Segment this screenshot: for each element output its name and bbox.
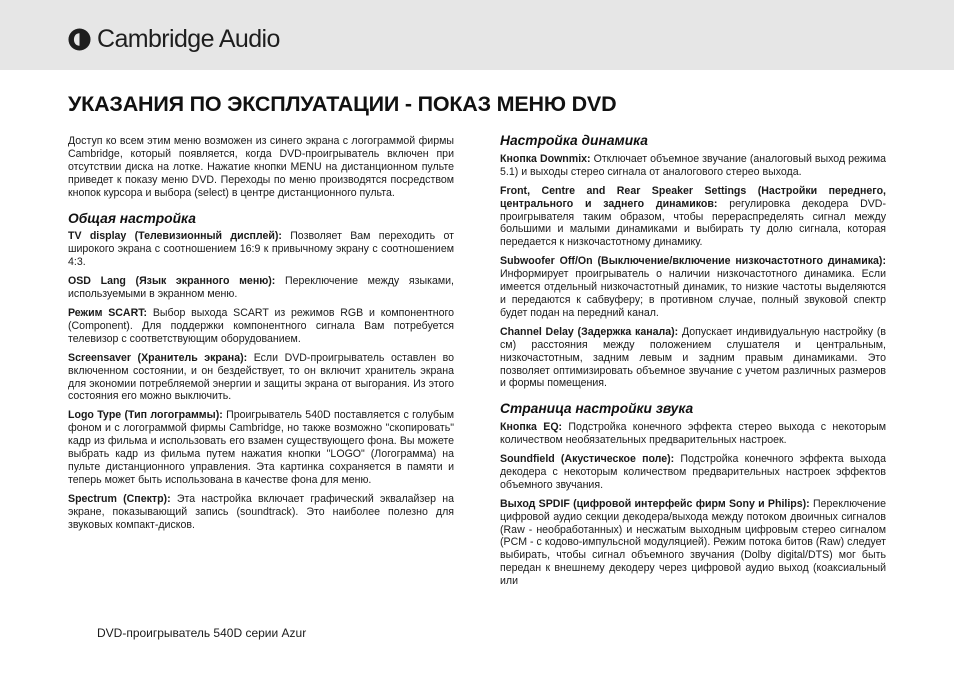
setting-term: Кнопка EQ: xyxy=(500,421,563,434)
setting-description: регулировка декодера DVD-проигрывателя таким образом, чтобы перераспределять сигнал между большими и малыми динамиками и выбирать ту долю сигнала, которая передается к низкочастотному динамику. xyxy=(500,197,886,249)
setting-description: Переключение между языками, используемыми в экранном меню. xyxy=(68,275,454,301)
setting-item xyxy=(500,185,886,250)
setting-item xyxy=(68,493,454,532)
setting-description: Допускает индивидуальную настройку (в см) расстояния между положением слушателя и центральным, низкочастотным, задним левым и задним правым динамиками. Это позволяет оптимизировать объемное звучание с учетом различных размеров и формы помещения. xyxy=(500,325,886,390)
setting-item xyxy=(500,153,886,179)
setting-item xyxy=(68,230,454,269)
cambridge-audio-logo-icon xyxy=(68,28,91,51)
setting-description: Проигрыватель 540D поставляется с голубым фоном и с логограммой фирмы Cambridge, но также возможно "скопировать" кадр из фильма и использовать его взамен существующего фона. Вы можете выбрать кадр из фильма путем нажатия кнопки "LOGO" (Логограмма) на пульте дистанционного управления. Эта картинка сохраняется в памяти и теперь может быть использована в качестве фона для меню. xyxy=(68,409,455,486)
setting-item xyxy=(68,352,454,404)
setting-item xyxy=(500,421,886,447)
setting-description: Эта настройка включает графический эквалайзер на экране, показывающий запись (soundtrack). Это наиболее полезно для звуковых компакт-дисков. xyxy=(68,492,454,531)
page-header xyxy=(0,0,954,70)
setting-term: Channel Delay (Задержка канала): xyxy=(500,325,679,338)
section-heading-sound: Страница настройки звука xyxy=(500,401,694,417)
setting-term: Front, Centre and Rear Speaker Settings (Настройки переднего, центрального и заднего динамиков: xyxy=(500,184,886,210)
setting-item xyxy=(68,409,454,486)
setting-description: Подстройка конечного эффекта стерео выхода с некоторым количеством необязательных предварительных настроек. xyxy=(500,421,886,447)
setting-term: Выход SPDIF (цифровой интерфейс фирм Sony и Philips): xyxy=(500,497,810,510)
setting-item xyxy=(68,307,454,346)
right-column xyxy=(500,135,886,594)
left-column xyxy=(68,135,454,537)
setting-item xyxy=(500,498,886,588)
setting-term: Screensaver (Хранитель экрана): xyxy=(68,351,248,364)
setting-item xyxy=(500,326,886,391)
setting-description: Выбор выхода SCART из режимов RGB и компонентного (Component). Для поддержки компонентного сигнала Вам потребуется телевизор с соответствующим оборудованием. xyxy=(68,306,455,345)
brand-logo xyxy=(68,22,280,56)
section-heading-speaker: Настройка динамика xyxy=(500,133,648,148)
setting-term: Режим SCART: xyxy=(68,306,148,319)
setting-term: Logo Type (Тип логограммы): xyxy=(68,409,223,422)
setting-description: Позволяет Вам переходить от широкого экрана с соотношением 16:9 к привычному экрану с соотношением 4:3. xyxy=(68,230,454,269)
setting-description: Подстройка конечного эффекта выхода декодера с некоторым количеством предварительных настроек эффектов объемного звучания. xyxy=(500,453,887,491)
setting-description: Отключает объемное звучание (аналоговый выход режима 5.1) и выходы стерео сигнала от аналогового стерео выхода. xyxy=(500,152,886,178)
setting-term: Subwoofer Off/On (Выключение/включение низкочастотного динамика): xyxy=(500,255,886,268)
page-title: УКАЗАНИЯ ПО ЭКСПЛУАТАЦИИ - ПОКАЗ МЕНЮ DVD xyxy=(68,92,617,116)
setting-term: Soundfield (Акустическое поле): xyxy=(500,453,675,466)
section-heading-general: Общая настройка xyxy=(68,210,196,226)
setting-term: Кнопка Downmix: xyxy=(500,152,591,165)
setting-term: Spectrum (Спектр): xyxy=(68,492,171,505)
setting-description: Если DVD-проигрыватель оставлен во включенном состоянии, и он бездействует, то он включит хранитель экрана для экономии потребляемой энергии и защиты экрана от выгорания. Из этого состояния его можно выключить. xyxy=(68,351,455,403)
setting-description: Переключение цифровой аудио секции декодера/выхода между потоком двоичных сигналов (Raw - необработанных) и несжатым выходным цифровым стерео сигналом (PCM - с кодово-импульсной модуляцией). Режим потока битов (Raw) следует выбирать, чтобы сигнал объемного звучания (Dolby digital/DTS) мог быть передан к внешнему декодеру через цифровой аудио выход (коаксиальный или xyxy=(500,497,886,588)
setting-item xyxy=(500,255,886,320)
setting-description: Информирует проигрыватель о наличии низкочастотного динамика. Если имеется отдельный низкочастотный динамик, то низкие частоты выделяются и передаются к сабвуферу; в противном случае, полный звуковой спектр будет подан на передний канал. xyxy=(500,268,886,319)
intro-paragraph: Доступ ко всем этим меню возможен из синего экрана с логограммой фирмы Cambridge, который появляется, когда DVD-проигрыватель включен при отсутствии диска на лотке. Нажатие кнопки MENU на дистанционном пульте приведет к показу меню DVD. Переходы по меню производятся посредством кнопок курсора и выбора (select) в центре дистанционного пульта. xyxy=(68,135,454,199)
brand-name: Cambridge Audio xyxy=(97,24,280,53)
setting-item xyxy=(68,275,454,301)
setting-item xyxy=(500,453,886,492)
setting-term: TV display (Телевизионный дисплей): xyxy=(68,230,282,243)
setting-term: OSD Lang (Язык экранного меню): xyxy=(68,275,276,288)
page-footer: DVD-проигрыватель 540D серии Azur xyxy=(97,626,307,640)
